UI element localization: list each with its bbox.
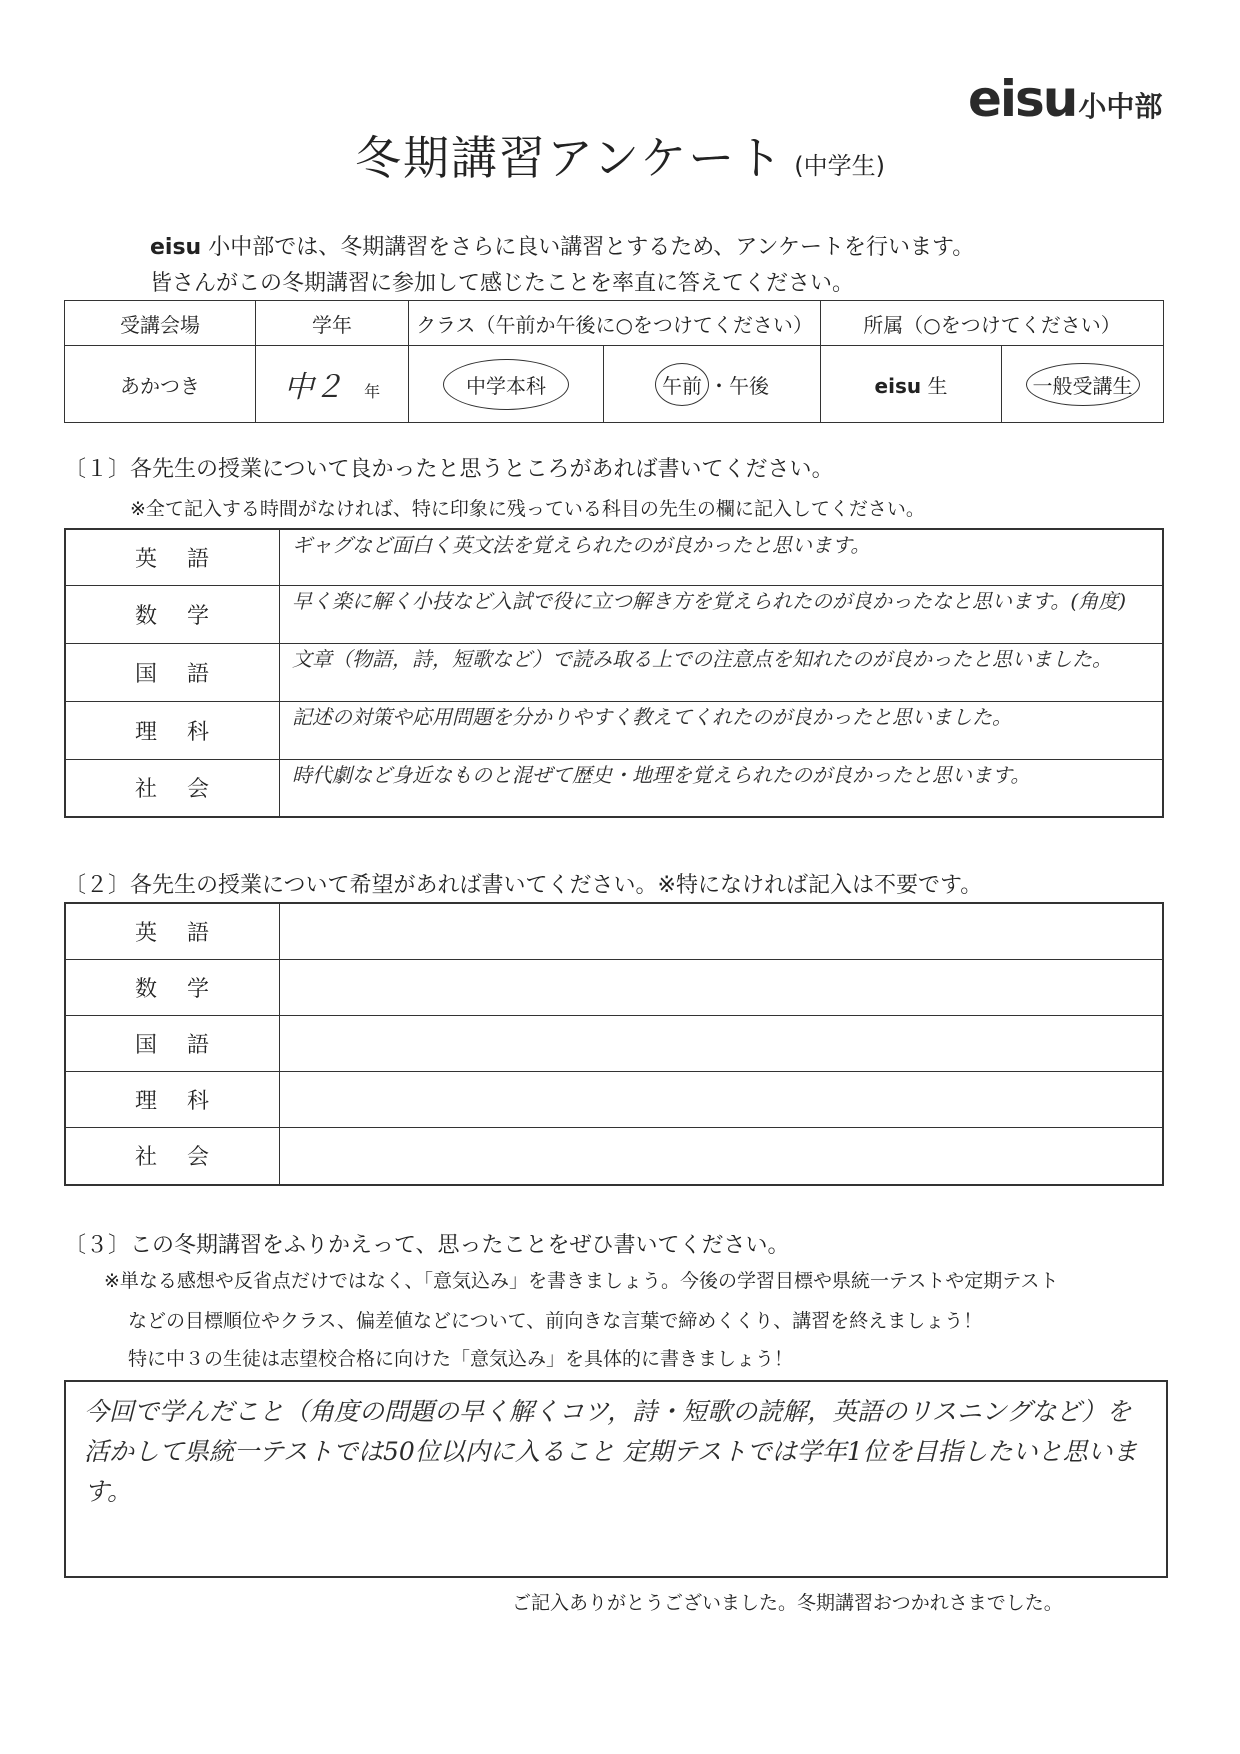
intro-line-2: 皆さんがこの冬期講習に参加して感じたことを率直に答えてください。 (150, 271, 855, 296)
section1-subject: 英語 (65, 529, 280, 585)
table-row (65, 1071, 1163, 1127)
session-separator: ・ (709, 373, 729, 398)
title-sub: (中学生) (794, 152, 885, 180)
section1-table (64, 528, 1164, 818)
info-table (64, 300, 1164, 423)
aff-eisu-cell (821, 346, 1002, 423)
logo-dept: 小中部 (1078, 90, 1163, 123)
section2-answer[interactable] (280, 1015, 1164, 1071)
section2-subject: 数学 (65, 959, 280, 1015)
section3-note-line-1: ※単なる感想や反省点だけではなく、「意気込み」を書きましょう。今後の学習目標や県統一テストや定期テスト (104, 1270, 1059, 1292)
title-main: 冬期講習アンケート (355, 131, 785, 185)
section1-subject: 数学 (65, 585, 280, 643)
section2-subject: 英語 (65, 903, 280, 959)
table-row (65, 585, 1163, 643)
section1-answer[interactable]: 文章（物語，詩，短歌など）で読み取る上での注意点を知れたのが良かったと思いました。 (280, 643, 1164, 701)
intro-text (150, 230, 974, 302)
venue-value: あかつき (65, 346, 256, 423)
section2-answer[interactable] (280, 959, 1164, 1015)
aff-eisu-suffix: 生 (921, 373, 948, 398)
grade-value[interactable]: 中２ (283, 370, 344, 405)
header-venue: 受講会場 (65, 301, 256, 346)
class-cell (409, 346, 604, 423)
section1-subject: 社会 (65, 759, 280, 817)
footer-thanks: ご記入ありがとうございました。冬期講習おつかれさまでした。 (512, 1592, 1063, 1614)
table-row (65, 701, 1163, 759)
header-class: クラス（午前か午後に○をつけてください） (409, 301, 821, 346)
section1-answer[interactable]: 早く楽に解く小技など入試で役に立つ解き方を覚えられたのが良かったなと思います。(角度) (280, 585, 1164, 643)
intro-line-1 (150, 230, 974, 266)
section1-answer[interactable]: 時代劇など身近なものと混ぜて歴史・地理を覚えられたのが良かったと思います。 (280, 759, 1164, 817)
session-cell (604, 346, 821, 423)
page-title (0, 122, 1240, 188)
section2-heading: 〔２〕各先生の授業について希望があれば書いてください。※特になければ記入は不要です。 (64, 873, 983, 898)
section3-answer-box[interactable]: 今回で学んだこと（角度の問題の早く解くコツ，詩・短歌の読解，英語のリスニングなど）を活かして県統一テストでは50位以内に入ること 定期テストでは学年1位を目指したいと思います。 (64, 1380, 1168, 1578)
section3-note-line-2: などの目標順位やクラス、偏差値などについて、前向きな言葉で締めくくり、講習を終えましょう！ (128, 1310, 983, 1332)
section2-answer[interactable] (280, 1071, 1164, 1127)
section2-answer[interactable] (280, 1127, 1164, 1185)
logo-brand: eisu (968, 70, 1077, 128)
section3-note-line-3: 特に中３の生徒は志望校合格に向けた「意気込み」を具体的に書きましょう！ (128, 1348, 794, 1370)
table-row (65, 1015, 1163, 1071)
section2-subject: 社会 (65, 1127, 280, 1185)
aff-general-cell (1002, 346, 1164, 423)
session-am-option[interactable]: 午前 (655, 363, 709, 406)
aff-general-option[interactable]: 一般受講生 (1026, 363, 1140, 406)
header-affiliation: 所属（○をつけてください） (821, 301, 1164, 346)
eisu-logo (968, 70, 1162, 128)
section2-subject: 国語 (65, 1015, 280, 1071)
grade-cell (256, 346, 409, 423)
section3-heading: 〔３〕この冬期講習をふりかえって、思ったことをぜひ書いてください。 (64, 1233, 790, 1258)
section2-table (64, 902, 1164, 1186)
table-row (65, 903, 1163, 959)
table-row (65, 643, 1163, 701)
section1-subject: 理科 (65, 701, 280, 759)
class-name-option[interactable]: 中学本科 (443, 359, 569, 410)
intro-brand: eisu (150, 235, 202, 260)
section2-answer[interactable] (280, 903, 1164, 959)
table-row (65, 759, 1163, 817)
section1-note: ※全て記入する時間がなければ、特に印象に残っている科目の先生の欄に記入してください。 (130, 498, 925, 520)
section1-answer[interactable]: 記述の対策や応用問題を分かりやすく教えてくれたのが良かったと思いました。 (280, 701, 1164, 759)
session-pm-option[interactable]: 午後 (729, 373, 769, 398)
table-row (65, 529, 1163, 585)
table-row (65, 959, 1163, 1015)
table-row (65, 1127, 1163, 1185)
section2-subject: 理科 (65, 1071, 280, 1127)
section1-heading: 〔１〕各先生の授業について良かったと思うところがあれば書いてください。 (64, 457, 834, 482)
section1-subject: 国語 (65, 643, 280, 701)
aff-eisu-brand[interactable]: eisu (874, 373, 922, 398)
section1-answer[interactable]: ギャグなど面白く英文法を覚えられたのが良かったと思います。 (280, 529, 1164, 585)
header-grade: 学年 (256, 301, 409, 346)
intro-line-1-text: 小中部では、冬期講習をさらに良い講習とするため、アンケートを行います。 (201, 235, 975, 260)
grade-suffix: 年 (364, 382, 381, 401)
